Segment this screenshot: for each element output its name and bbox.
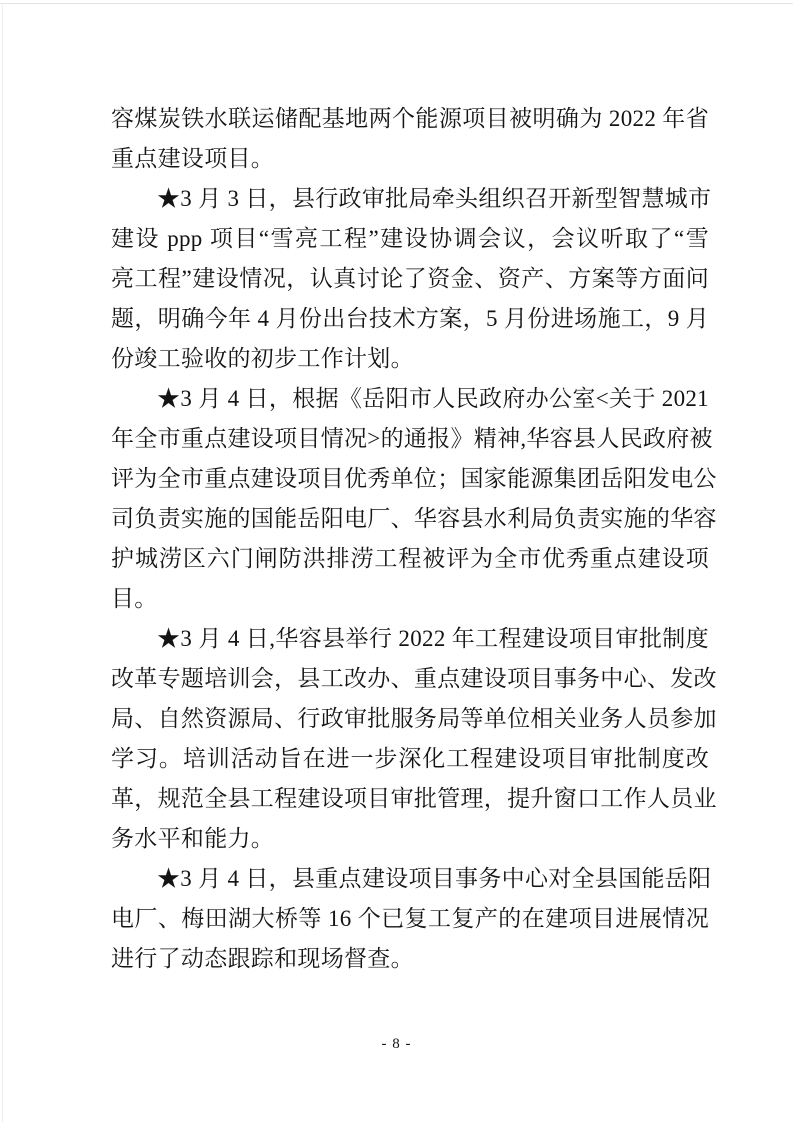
page-number: - 8 - bbox=[381, 1036, 412, 1052]
page-top-edge bbox=[0, 3, 793, 4]
text-line: ★3 月 4 日,华容县举行 2022 年工程建设项目审批制度 bbox=[157, 626, 709, 651]
text-line: ★3 月 3 日，县行政审批局牵头组织召开新型智慧城市 bbox=[157, 186, 712, 211]
text-line: 亮工程”建设情况，认真讨论了资金、资产、方案等方面问 bbox=[111, 266, 709, 291]
text-line: 护城涝区六门闸防洪排涝工程被评为全市优秀重点建设项 bbox=[111, 546, 709, 571]
text-line: ★3 月 4 日，根据《岳阳市人民政府办公室<关于 2021 bbox=[157, 386, 709, 411]
text-line: 建设 ppp 项目“雪亮工程”建设协调会议，会议听取了“雪 bbox=[111, 226, 709, 251]
text-line: 进行了动态跟踪和现场督查。 bbox=[111, 946, 414, 971]
text-line: 改革专题培训会，县工改办、重点建设项目事务中心、发改 bbox=[111, 666, 717, 691]
text-line: 重点建设项目。 bbox=[111, 146, 275, 171]
text-line: 评为全市重点建设项目优秀单位；国家能源集团岳阳发电公 bbox=[111, 466, 717, 491]
paragraph bbox=[111, 619, 717, 859]
text-line: 局、自然资源局、行政审批服务局等单位相关业务人员参加 bbox=[111, 706, 717, 731]
text-line: 学习。培训活动旨在进一步深化工程建设项目审批制度改 bbox=[111, 746, 709, 771]
text-line: 目。 bbox=[111, 586, 158, 611]
paragraph bbox=[111, 99, 709, 179]
paragraph bbox=[111, 179, 712, 379]
text-line: 题，明确今年 4 月份出台技术方案，5 月份进场施工，9 月 bbox=[111, 306, 709, 331]
text-line: 电厂、梅田湖大桥等 16 个已复工复产的在建项目进展情况 bbox=[111, 906, 709, 931]
paragraph bbox=[111, 859, 712, 979]
paragraph bbox=[111, 379, 717, 619]
text-line: 份竣工验收的初步工作计划。 bbox=[111, 346, 414, 371]
text-line: 容煤炭铁水联运储配基地两个能源项目被明确为 2022 年省 bbox=[111, 106, 709, 131]
text-line: 革，规范全县工程建设项目审批管理，提升窗口工作人员业 bbox=[111, 786, 717, 811]
text-line: ★3 月 4 日，县重点建设项目事务中心对全县国能岳阳 bbox=[157, 866, 712, 891]
text-line: 司负责实施的国能岳阳电厂、华容县水利局负责实施的华容 bbox=[111, 506, 717, 531]
document-body bbox=[111, 99, 717, 979]
text-line: 务水平和能力。 bbox=[111, 826, 275, 851]
page-left-edge bbox=[2, 3, 3, 1122]
text-line: 年全市重点建设项目情况>的通报》精神,华容县人民政府被 bbox=[111, 426, 713, 451]
